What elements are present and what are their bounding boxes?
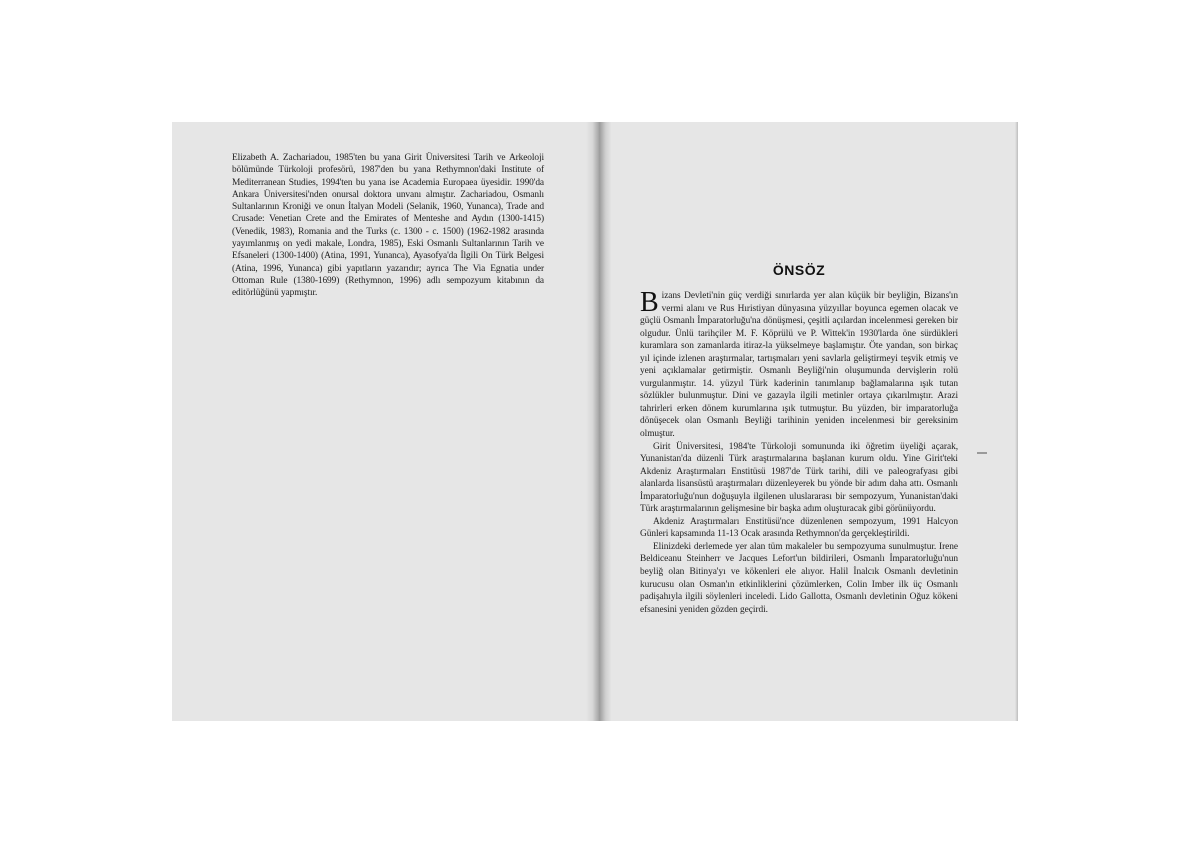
author-bio-text: Elizabeth A. Zachariadou, 1985'ten bu yana Girit Üniversitesi Tarih ve Arkeoloji bölümünde Türkoloji profesörü, 1987'den bu yana Rethymnon'daki Institute of Mediterranean Studies, 1994'ten bu yana ise Academia Europaea üyesidir. 1990'da Ankara Üniversitesi'nden onursal doktora unvanı almıştır. Zachariadou, Osmanlı Sultanlarının Kroniği ve onun İtalyan Modeli (Selanik, 1960, Yunanca), Trade and Crusade: Venetian Crete and the Emirates of Menteshe and Aydın (1300-1415) (Venedik, 1983), Romania and the Turks (c. 1300 - c. 1500) (1962-1982 arasında yayımlanmış on yedi makale, Londra, 1985), Eski Osmanlı Sultanlarının Tarih ve Efsaneleri (1300-1400) (Atina, 1991, Yunanca), Ayasofya'da İlgili On Türk Belgesi (Atina, 1996, Yunanca) gibi yapıtların yazarıdır; ayrıca The Via Egnatia under Ottoman Rule (1380-1699) (Rethymnon, 1996) adlı sempozyum kitabının da editörlüğünü yapmıştır. [232,153,544,299]
book-spread [172,122,1018,721]
preface-title: ÖNSÖZ [772,262,826,278]
page-edge [1015,122,1018,721]
paragraph-text: izans Devleti'nin güç verdiği sınırlarda yer alan küçük bir beyliğin, Bizans'ın vermi alanı ve Rus Hıristiyan dünyasına yüzyıllar boyunca egemen olacak ve güçlü Osmanlı İmparatorluğu'na dönüşmesi, çeşitli açılardan incelenmesi gereken bir olgudur. Ünlü tarihçiler M. F. Köprülü ve P. Wittek'in 1930'larda öne sürdükleri kuramlara son zamanlarda itiraz-la yükselmeye başlamıştır. Öte yandan, son birkaç yıl içinde izlenen araştırmalar, tartışmaları yeni savlarla geliştirmeyi teşvik etmiş ve yeni açıklamalar getirmiştir. Osmanlı Beyliği'nin oluşumunda dervişlerin rolü vurgulanmıştır. 14. yüzyıl Türk kaderinin tanımlanıp bağlamalarına ışık tutan sözlükler bulunmuştur. Dini ve gazayla ilgili metinler ortaya çıkarılmıştır. Arazi tahrirleri erken dönem kurumlarına ışık tutmuştur. Bu yüzden, bir imparatorluğa dönüşecek olan Osmanlı Beyliği tarihinin yeniden incelenmesi bir gereksinim olmuştur. [640,291,958,440]
preface-paragraph-4: Elinizdeki derlemede yer alan tüm makaleler bu sempozyuma sunulmuştur. Irene Beldiceanu Steinherr ve Jacques Lefort'un bildirileri, Osmanlı İmparatorluğu'nun beyliğ olan Bitinya'yı ve kökenleri ele alıyor. Halil İnalcık Osmanlı devletinin kurucusu olan Osman'ın etkinliklerini çözümlerken, Colin Imber ilk üç Osmanlı padişahıyla ilgili söylenleri inceledi. Lido Gallotta, Osmanlı devletinin Oğuz kökeni efsanesini yeniden gözden geçirdi. [640,541,958,615]
drop-cap: B [640,287,659,318]
page-edge-mark [977,452,987,454]
preface-paragraph-3: Akdeniz Araştırmaları Enstitüsü'nce düzenlenen sempozyum, 1991 Halcyon Günleri kapsamında 11-13 Ocak arasında Rethymnon'da gerçekleştirildi. [640,516,958,540]
left-page-bio [232,152,544,300]
preface-paragraph-2: Girit Üniversitesi, 1984'te Türkoloji somununda iki öğretim üyeliği açarak, Yunanistan'da düzenli Türk araştırmalarına başlanan kurum oldu. Yine Girit'teki Akdeniz Araştırmaları Enstitüsü 1987'de Türk tarihi, dili ve paleografyası gibi alanlarda lisansüstü araştırmaları düzenleyerek bu yönde bir adım daha attı. Osmanlı İmparatorluğu'nun doğuşuyla ilgilenen uluslararası bir sempozyum, Yunanistan'daki Türk araştırmalarının gelişmesine bir başka adım oluşturacak gibi görünüyordu. [640,441,958,515]
preface-paragraph-1 [640,287,958,441]
book-gutter [586,122,612,721]
right-page-preface [640,262,958,616]
